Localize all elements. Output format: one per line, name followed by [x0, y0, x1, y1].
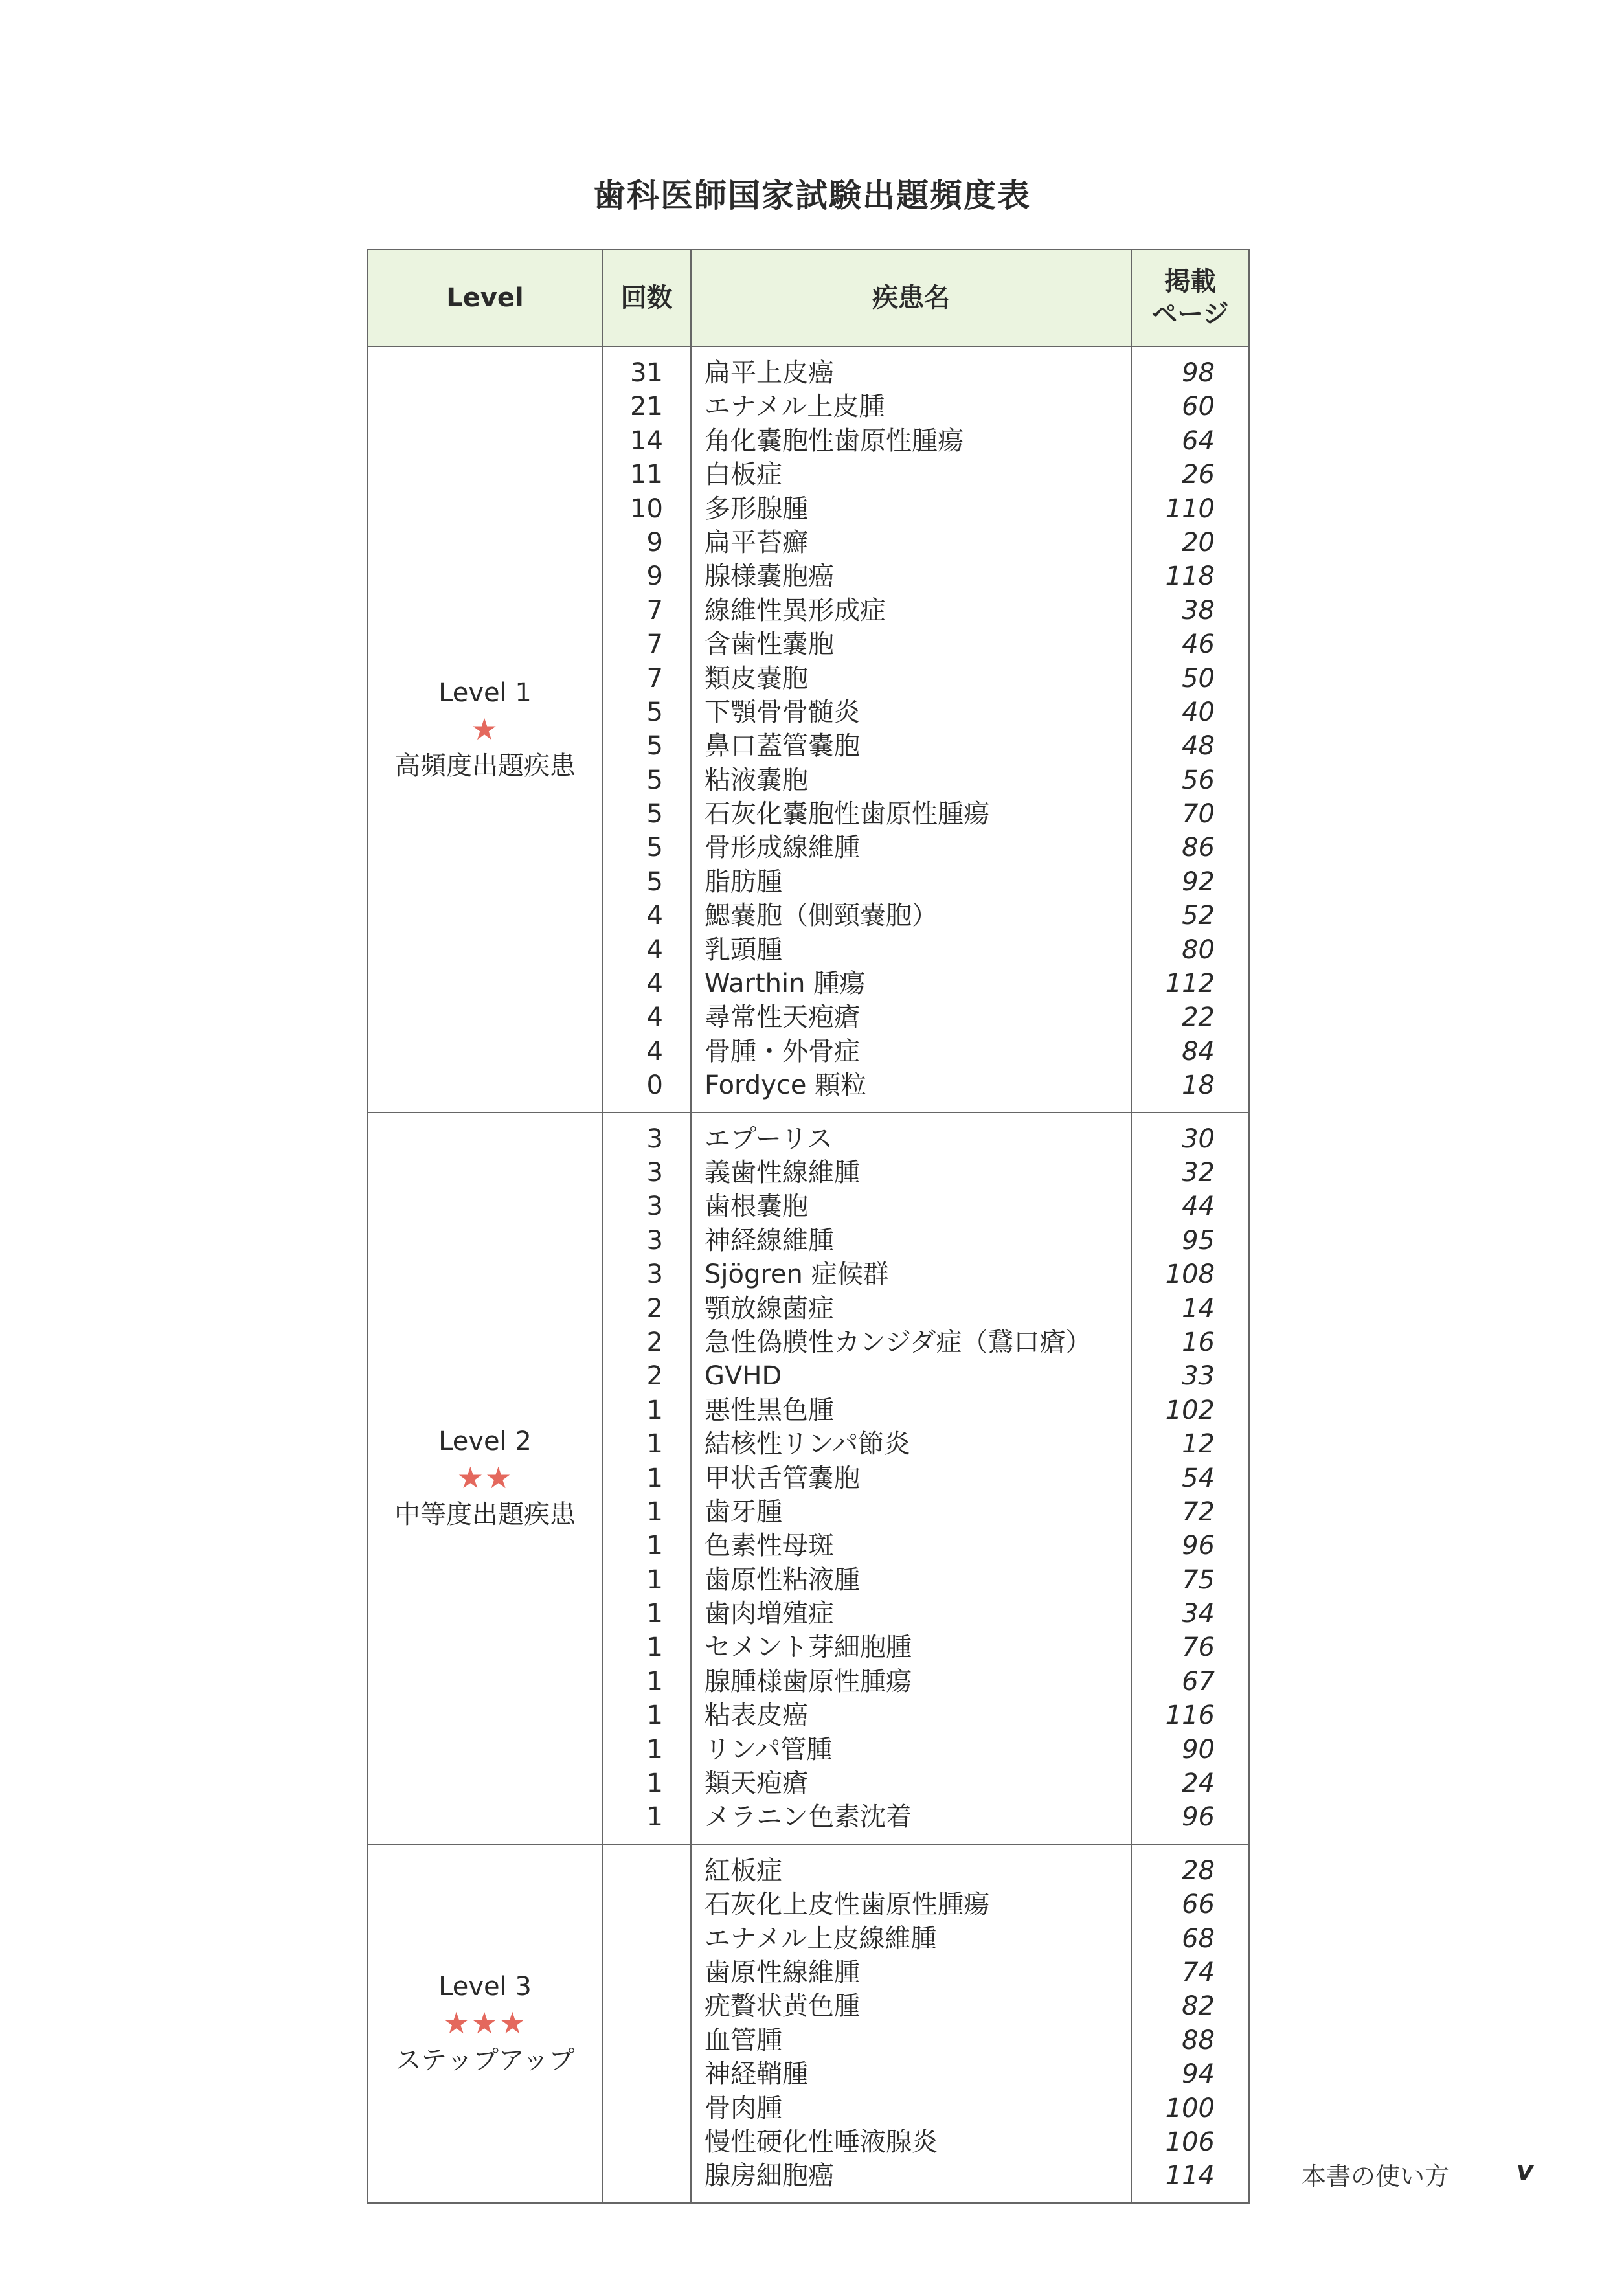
count-cell: 5 — [646, 765, 663, 795]
disease-name-cell: 類皮嚢胞 — [705, 663, 808, 694]
count-cell: 4 — [646, 934, 663, 965]
page-number-cell: 60 — [1182, 392, 1215, 422]
page-number-cell: 82 — [1182, 1991, 1215, 2022]
disease-name-cell: 骨肉腫 — [705, 2093, 782, 2123]
header-page-line2: ページ — [1151, 299, 1229, 329]
table-header-row — [368, 249, 1249, 346]
count-cell: 1 — [646, 1632, 663, 1663]
count-cell: 1 — [646, 1497, 663, 1527]
disease-name-cell: 粘液嚢胞 — [705, 765, 808, 795]
page-number-cell: 28 — [1182, 1855, 1215, 1886]
level-section-1 — [368, 346, 1249, 1113]
disease-name-cell: 扁平苔癬 — [705, 527, 808, 558]
count-cell: 1 — [646, 1666, 663, 1697]
page-number-cell: 74 — [1182, 1957, 1215, 1987]
page-number-cell: 44 — [1182, 1192, 1215, 1222]
count-cell — [603, 2125, 690, 2159]
page-number-cell: 16 — [1182, 1327, 1215, 1357]
count-cell — [603, 2159, 690, 2193]
page-number-cell: 88 — [1182, 2025, 1215, 2055]
page-number-cell: 22 — [1182, 1002, 1215, 1033]
disease-name-cell: 歯牙腫 — [705, 1497, 782, 1527]
count-cell — [603, 1922, 690, 1956]
page-number-cell: 70 — [1182, 799, 1215, 830]
level-stars-icon: ★★ — [457, 1460, 513, 1495]
disease-name-cell: 粘表皮癌 — [705, 1700, 808, 1731]
disease-name-cell: 白板症 — [705, 460, 782, 490]
count-cell: 11 — [630, 460, 663, 490]
page-number-cell: 48 — [1182, 731, 1215, 762]
disease-name-cell: 鰓嚢胞（側頸嚢胞） — [705, 901, 938, 931]
count-cell: 1 — [646, 1734, 663, 1765]
page-number-cell: 90 — [1182, 1734, 1215, 1765]
page-number-cell: 108 — [1165, 1259, 1215, 1290]
count-cell: 5 — [646, 731, 663, 762]
page-number-cell: 50 — [1182, 663, 1215, 694]
disease-name-cell: 神経鞘腫 — [705, 2059, 808, 2090]
level-category: ステップアップ — [395, 2045, 575, 2075]
header-level: Level — [368, 249, 602, 346]
level-cell — [368, 1844, 602, 2203]
page-number-cell: 54 — [1182, 1463, 1215, 1493]
disease-name-cell: 急性偽膜性カンジダ症（鵞口瘡） — [705, 1327, 1092, 1357]
count-cell — [603, 1854, 690, 1888]
disease-name-cell: エプーリス — [705, 1124, 833, 1154]
count-cell: 9 — [646, 561, 663, 592]
count-cell — [603, 2057, 690, 2091]
disease-name-cell: 歯原性粘液腫 — [705, 1564, 860, 1595]
page-number-cell: 106 — [1165, 2127, 1215, 2157]
disease-name-cell: GVHD — [705, 1361, 782, 1392]
count-cell — [603, 2092, 690, 2125]
count-cell: 4 — [646, 1002, 663, 1033]
count-cell: 1 — [646, 1429, 663, 1460]
count-cell: 0 — [646, 1070, 663, 1101]
disease-name-cell: 脂肪腫 — [705, 866, 782, 897]
col-page-column — [1131, 346, 1249, 1113]
count-cell: 1 — [646, 1564, 663, 1595]
disease-name-cell: 腺房細胞癌 — [705, 2161, 834, 2191]
disease-name-cell: セメント芽細胞腫 — [705, 1632, 912, 1663]
footer-section-title: 本書の使い方 — [1302, 2162, 1450, 2191]
page-number-cell: 118 — [1165, 561, 1215, 592]
page-number-cell: 20 — [1182, 527, 1215, 558]
count-cell: 14 — [630, 425, 663, 456]
page-number-cell: 72 — [1182, 1497, 1215, 1527]
count-cell: 3 — [646, 1157, 663, 1188]
page-title: 歯科医師国家試験出題頻度表 — [593, 177, 1031, 214]
page-number-cell: 86 — [1182, 833, 1215, 863]
disease-name-cell: 悪性黒色腫 — [705, 1395, 834, 1425]
disease-name-cell: Sjögren 症候群 — [705, 1259, 889, 1290]
page-number: v — [1517, 2156, 1534, 2186]
page-number-cell: 30 — [1182, 1124, 1215, 1154]
level-label: Level 3 — [438, 1972, 532, 2002]
count-cell: 9 — [646, 527, 663, 558]
count-cell: 1 — [646, 1802, 663, 1833]
level-category: 高頻度出題疾患 — [394, 751, 576, 782]
count-cell — [603, 1888, 690, 1921]
page-number-cell: 66 — [1182, 1890, 1215, 1920]
disease-name-cell: 多形腺腫 — [705, 493, 808, 524]
disease-name-cell: 歯肉増殖症 — [705, 1599, 834, 1629]
disease-name-cell: 角化嚢胞性歯原性腫瘍 — [705, 425, 964, 456]
disease-name-cell: 乳頭腫 — [705, 934, 782, 965]
disease-name-cell: 義歯性線維腫 — [705, 1157, 860, 1188]
page-number-cell: 94 — [1182, 2059, 1215, 2090]
level-stars-icon: ★★★ — [443, 2005, 527, 2040]
count-cell: 2 — [646, 1293, 663, 1324]
page-number-cell: 32 — [1182, 1157, 1215, 1188]
count-cell: 3 — [646, 1124, 663, 1154]
page-number-cell: 18 — [1182, 1070, 1215, 1101]
header-page — [1131, 249, 1249, 346]
disease-name-cell: 扁平上皮癌 — [705, 358, 834, 388]
count-cell: 1 — [646, 1599, 663, 1629]
page-number-cell: 12 — [1182, 1429, 1215, 1460]
header-disease: 疾患名 — [691, 249, 1131, 346]
disease-name-cell: 紅板症 — [705, 1855, 782, 1886]
level-section-2 — [368, 1113, 1249, 1844]
disease-name-cell: 腺様嚢胞癌 — [705, 561, 834, 592]
disease-name-cell: 石灰化上皮性歯原性腫瘍 — [705, 1890, 989, 1920]
count-cell: 3 — [646, 1192, 663, 1222]
disease-name-cell: 疣贅状黄色腫 — [705, 1991, 860, 2022]
disease-name-cell: 神経線維腫 — [705, 1225, 834, 1256]
disease-name-cell: 慢性硬化性唾液腺炎 — [705, 2127, 938, 2157]
disease-name-cell: エナメル上皮線維腫 — [705, 1923, 937, 1954]
disease-name-cell: 骨腫・外骨症 — [705, 1036, 860, 1067]
page-number-cell: 102 — [1165, 1395, 1215, 1425]
page-number-cell: 33 — [1182, 1361, 1215, 1392]
level-category: 中等度出題疾患 — [394, 1500, 576, 1530]
count-cell: 1 — [646, 1463, 663, 1493]
page-number-cell: 92 — [1182, 866, 1215, 897]
disease-name-cell: 含歯性嚢胞 — [705, 629, 834, 660]
count-cell: 1 — [646, 1768, 663, 1799]
disease-name-cell: 結核性リンパ節炎 — [705, 1429, 910, 1460]
count-cell — [603, 1956, 690, 1989]
disease-name-cell: メラニン色素沈着 — [705, 1802, 912, 1833]
count-cell: 1 — [646, 1395, 663, 1425]
col-name-column — [691, 346, 1131, 1113]
count-cell: 1 — [646, 1700, 663, 1731]
page-number-cell: 80 — [1182, 934, 1215, 965]
page-number-cell: 24 — [1182, 1768, 1215, 1799]
disease-name-cell: リンパ管腫 — [705, 1734, 833, 1765]
disease-name-cell: 線維性異形成症 — [705, 595, 886, 626]
count-cell: 5 — [646, 697, 663, 727]
frequency-table — [367, 249, 1250, 2204]
level-section-3 — [368, 1844, 1249, 2203]
disease-name-cell: 下顎骨骨髄炎 — [705, 697, 860, 727]
page-number-cell: 98 — [1182, 358, 1215, 388]
page-number-cell: 95 — [1182, 1225, 1215, 1256]
count-cell: 1 — [646, 1531, 663, 1561]
col-count-column — [602, 346, 691, 1113]
disease-name-cell: 尋常性天疱瘡 — [705, 1002, 860, 1033]
count-cell: 7 — [646, 629, 663, 660]
count-cell: 7 — [646, 663, 663, 694]
page-number-cell: 34 — [1182, 1599, 1215, 1629]
count-cell: 3 — [646, 1259, 663, 1290]
count-cell: 31 — [630, 358, 663, 388]
page-number-cell: 112 — [1165, 969, 1215, 999]
level-label: Level 1 — [438, 677, 532, 708]
col-count-column — [602, 1844, 691, 2203]
disease-name-cell: 歯原性線維腫 — [705, 1957, 860, 1987]
count-cell: 2 — [646, 1361, 663, 1392]
count-cell: 4 — [646, 969, 663, 999]
count-cell — [603, 1989, 690, 2023]
disease-name-cell: 顎放線菌症 — [705, 1293, 834, 1324]
page-number-cell: 100 — [1165, 2093, 1215, 2123]
count-cell: 5 — [646, 799, 663, 830]
disease-name-cell: 腺腫様歯原性腫瘍 — [705, 1666, 912, 1697]
disease-name-cell: 骨形成線維腫 — [705, 833, 860, 863]
level-cell — [368, 346, 602, 1113]
page-number-cell: 14 — [1182, 1293, 1215, 1324]
page-number-cell: 96 — [1182, 1531, 1215, 1561]
page-number-cell: 75 — [1182, 1564, 1215, 1595]
col-page-column — [1131, 1113, 1249, 1844]
page-number-cell: 46 — [1182, 629, 1215, 660]
count-cell: 3 — [646, 1225, 663, 1256]
col-name-column — [691, 1113, 1131, 1844]
count-cell: 2 — [646, 1327, 663, 1357]
count-cell: 5 — [646, 833, 663, 863]
disease-name-cell: Fordyce 顆粒 — [705, 1070, 867, 1101]
col-page-column — [1131, 1844, 1249, 2203]
page-number-cell: 114 — [1165, 2161, 1215, 2191]
disease-name-cell: 血管腫 — [705, 2025, 782, 2055]
page-number-cell: 96 — [1182, 1802, 1215, 1833]
disease-name-cell: 歯根嚢胞 — [705, 1192, 808, 1222]
disease-name-cell: 類天疱瘡 — [705, 1768, 808, 1799]
header-count: 回数 — [602, 249, 691, 346]
page-number-cell: 56 — [1182, 765, 1215, 795]
disease-name-cell: 鼻口蓋管嚢胞 — [705, 731, 860, 762]
page-number-cell: 68 — [1182, 1923, 1215, 1954]
count-cell: 4 — [646, 901, 663, 931]
count-cell: 7 — [646, 595, 663, 626]
page-number-cell: 38 — [1182, 595, 1215, 626]
disease-name-cell: 甲状舌管嚢胞 — [705, 1463, 860, 1493]
page-number-cell: 64 — [1182, 425, 1215, 456]
col-name-column — [691, 1844, 1131, 2203]
disease-name-cell: 色素性母斑 — [705, 1531, 834, 1561]
col-count-column — [602, 1113, 691, 1844]
count-cell: 4 — [646, 1036, 663, 1067]
count-cell — [603, 2024, 690, 2057]
level-stars-icon: ★ — [471, 711, 499, 747]
count-cell: 10 — [630, 493, 663, 524]
page-number-cell: 67 — [1182, 1666, 1215, 1697]
count-cell: 21 — [630, 392, 663, 422]
header-page-line1: 掲載 — [1164, 267, 1216, 297]
level-label: Level 2 — [438, 1426, 532, 1456]
page-number-cell: 116 — [1165, 1700, 1215, 1731]
page-number-cell: 26 — [1182, 460, 1215, 490]
page-number-cell: 84 — [1182, 1036, 1215, 1067]
disease-name-cell: 石灰化嚢胞性歯原性腫瘍 — [705, 799, 989, 830]
disease-name-cell: Warthin 腫瘍 — [705, 969, 866, 999]
page-number-cell: 110 — [1165, 493, 1215, 524]
page-number-cell: 40 — [1182, 697, 1215, 727]
count-cell: 5 — [646, 866, 663, 897]
page-number-cell: 52 — [1182, 901, 1215, 931]
level-cell — [368, 1113, 602, 1844]
page-number-cell: 76 — [1182, 1632, 1215, 1663]
disease-name-cell: エナメル上皮腫 — [705, 392, 885, 422]
